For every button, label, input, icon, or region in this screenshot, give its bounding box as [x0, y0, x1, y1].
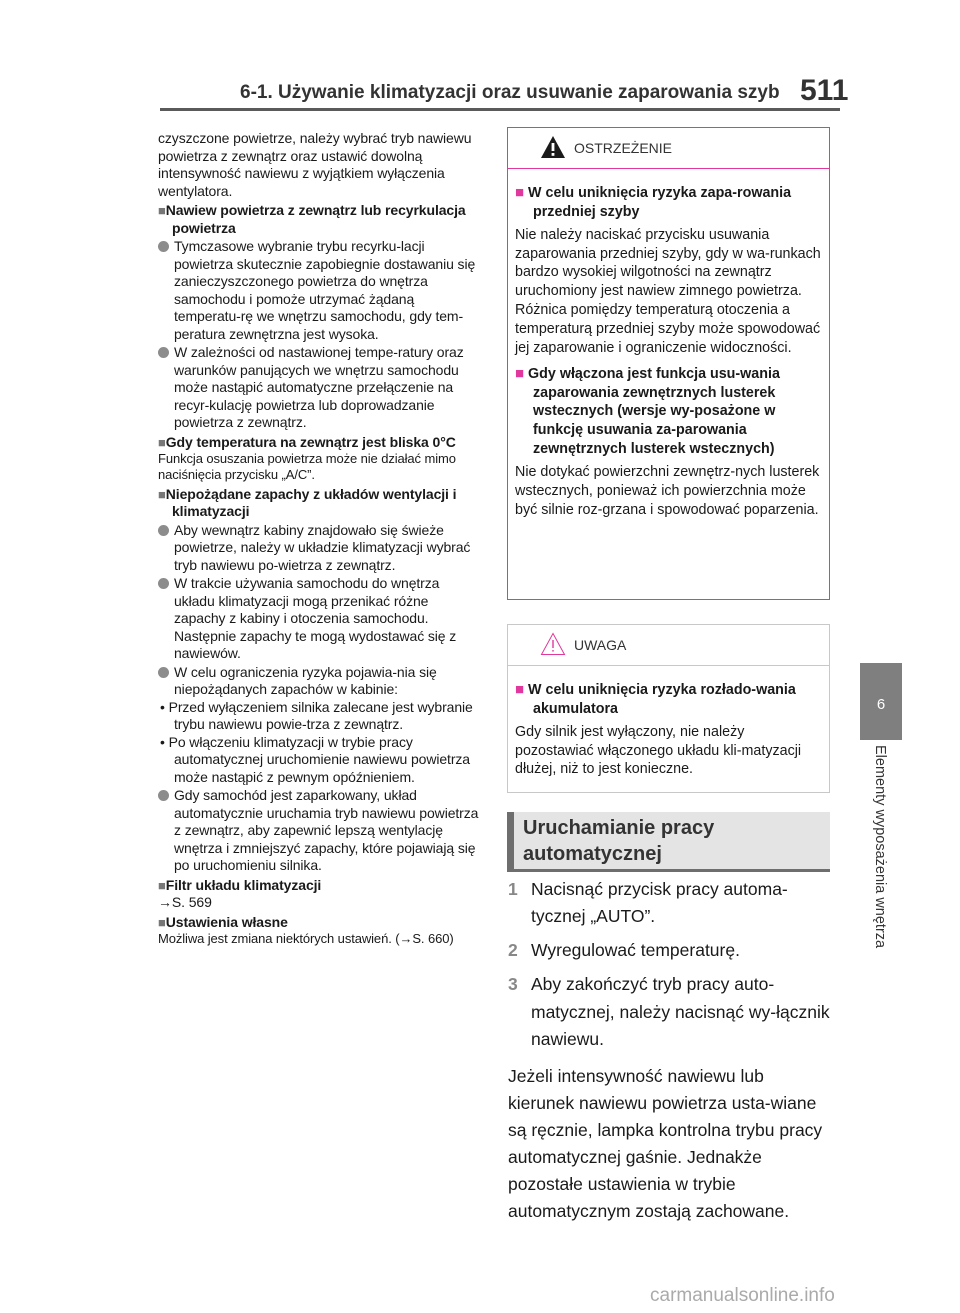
- section-heading: ■Filtr układu klimatyzacji: [158, 876, 322, 893]
- step-number: 3: [508, 974, 518, 995]
- section-heading: ■Gdy temperatura na zewnątrz jest bliska 0°C: [158, 433, 456, 450]
- section-accent-bar: [507, 812, 514, 869]
- caution-subheading: ■ W celu uniknięcia ryzyka rozłado-wania akumulatora: [515, 681, 796, 717]
- warning-title: OSTRZEŻENIE: [574, 140, 673, 156]
- section-title: Uruchamianie pracy automatycznej: [523, 817, 715, 865]
- caution-body: [515, 674, 823, 779]
- warning-subheading: ■ Gdy włączona jest funkcja usu-wania zaparowania zewnętrznych lusterek wstecznych (wersje wy-posażone w funkcję usuwania za-parowania zewnętrznych lusterek wstecznych): [515, 364, 780, 458]
- intro-paragraph: czyszczone powietrze, należy wybrać tryb nawiewu powietrza z zewnątrz oraz ustawić dowolną intensywność nawiewu z wyjątkiem wyłączenia wentylatora.: [158, 130, 472, 199]
- bullet-item: W zależności od nastawionej tempe-ratury oraz warunków panujących we wnętrzu samochodu może nastąpić automatyczne przełączenie na recyr-kulację powietrza lub doprowadzanie powietrza z zewnątrz.: [158, 344, 480, 432]
- round-bullet-icon: [158, 790, 169, 801]
- left-column: [158, 130, 480, 947]
- round-bullet-icon: [158, 241, 169, 252]
- step-item: 2 Wyregulować temperaturę.: [508, 937, 833, 964]
- round-bullet-icon: [158, 525, 169, 536]
- square-bullet-icon: ■: [158, 486, 166, 502]
- square-bullet-icon: ■: [158, 877, 166, 893]
- round-bullet-icon: [158, 578, 169, 589]
- warning-subheading: ■ W celu uniknięcia ryzyka zapa-rowania przedniej szyby: [515, 184, 792, 220]
- warning-body: [515, 177, 823, 520]
- page-reference: →S. 569: [158, 894, 212, 910]
- pink-square-icon: ■: [515, 364, 525, 382]
- square-bullet-icon: ■: [158, 203, 166, 218]
- step-item: 3 Aby zakończyć tryb pracy auto-matycznej, należy nacisnąć wy-łącznik nawiewu.: [508, 971, 833, 1052]
- round-bullet-icon: [158, 667, 169, 678]
- caution-header: [508, 625, 829, 666]
- section-underline: [507, 869, 830, 872]
- watermark: carmanualsonline.info: [650, 1285, 835, 1306]
- step-number: 1: [508, 879, 518, 899]
- round-bullet-icon: [158, 347, 169, 358]
- square-bullet-icon: ■: [158, 434, 166, 450]
- warning-text: Nie dotykać powierzchni zewnętrz-nych lusterek wstecznych, ponieważ ich powierzchnia może być silnie roz-grzana i spowodować poparzenia.: [515, 464, 820, 518]
- bullet-item: Aby wewnątrz kabiny znajdowało się świeże powietrze, należy w układzie klimatyzacji wybrać tryb nawiewu po-wietrza z zewnątrz.: [158, 522, 480, 575]
- paragraph: Możliwa jest zmiana niektórych ustawień. (→S. 660): [158, 931, 454, 946]
- warning-box: [507, 127, 830, 600]
- page-number: 511: [800, 74, 849, 107]
- warning-triangle-icon: [540, 135, 566, 159]
- step-number: 2: [508, 940, 518, 961]
- paragraph: Funkcja osuszania powietrza może nie działać mimo naciśnięcia przycisku „A/C”.: [158, 451, 456, 483]
- warning-text: Nie należy naciskać przycisku usuwania zaparowania przedniej szyby, gdy w wa-runkach bardzo wysokiej wilgotności na zewnątrz uruchomiony jest nawiew zimnego powietrza. Różnica pomiędzy temperaturą otoczenia a temperaturą przedniej szyby może spowodować jej zaparowanie i ograniczenie widoczności.: [515, 226, 821, 356]
- square-bullet-icon: ■: [158, 914, 166, 930]
- step-item: 1 Nacisnąć przycisk pracy automa-tycznej „AUTO”.: [508, 876, 833, 930]
- pink-square-icon: ■: [515, 681, 525, 698]
- section-heading: ■Ustawienia własne: [158, 913, 288, 930]
- note-paragraph: Jeżeli intensywność nawiewu lub kierunek nawiewu powietrza usta-wiane są ręcznie, lampka kontrolna trybu pracy automatycznej gaśnie. Jednakże pozostałe ustawienia w trybie automatycznym zostają zachowane.: [508, 1065, 823, 1222]
- warning-header: [508, 128, 829, 169]
- steps-list: [508, 876, 833, 1226]
- bullet-item: W trakcie używania samochodu do wnętrza układu klimatyzacji mogą przenikać różne zapachy z kabiny i otoczenia samochodu. Następnie zapachy te mogą wydostawać się z nawiewów.: [158, 575, 480, 663]
- caution-text: Gdy silnik jest wyłączony, nie należy pozostawiać włączonego układu kli-matyzacji dłużej, niż to jest konieczne.: [515, 723, 802, 778]
- bullet-item: Tymczasowe wybranie trybu recyrku-lacji powietrza skutecznie zapobiegnie dostawaniu się zanieczyszczonego powietrza do wnętrza samochodu i pomoże utrzymać żądaną temperatu-rę we wnętrzu samochodu, gdy tem-peratura zewnętrzna jest wysoka.: [158, 238, 480, 343]
- caution-triangle-icon: [540, 632, 566, 656]
- section-heading-block: [507, 812, 830, 869]
- bullet-item: Gdy samochód jest zaparkowany, układ automatycznie uruchamia tryb nawiewu powietrza z zewnątrz, aby zapewnić lepszą wentylację wnętrza i zmniejszyć zapachy, które pojawiają się po uruchomieniu silnika.: [158, 787, 480, 875]
- sub-bullet-item: • Przed wyłączeniem silnika zalecane jest wybranie trybu nawiewu powie-trza z zewnątrz.: [160, 698, 473, 732]
- caution-title: UWAGA: [574, 637, 627, 653]
- page-header-title: 6-1. Używanie klimatyzacji oraz usuwanie zaparowania szyb: [240, 82, 780, 103]
- section-heading: ■Niepożądane zapachy z układów wentylacji i klimatyzacji: [158, 485, 457, 519]
- header-divider: [160, 108, 840, 111]
- chapter-number: 6: [876, 696, 886, 713]
- bullet-item: W celu ograniczenia ryzyka pojawia-nia się niepożądanych zapachów w kabinie:: [158, 664, 480, 699]
- chapter-label: Elementy wyposażenia wnętrza: [872, 745, 888, 949]
- caution-box: [507, 624, 830, 793]
- sub-bullet-item: • Po włączeniu klimatyzacji w trybie pracy automatycznej uruchomienie nawiewu powietrza może nastąpić z pewnym opóźnieniem.: [160, 733, 470, 785]
- pink-square-icon: ■: [515, 184, 525, 201]
- section-heading: ■Nawiew powietrza z zewnątrz lub recyrkulacja powietrza: [158, 202, 466, 236]
